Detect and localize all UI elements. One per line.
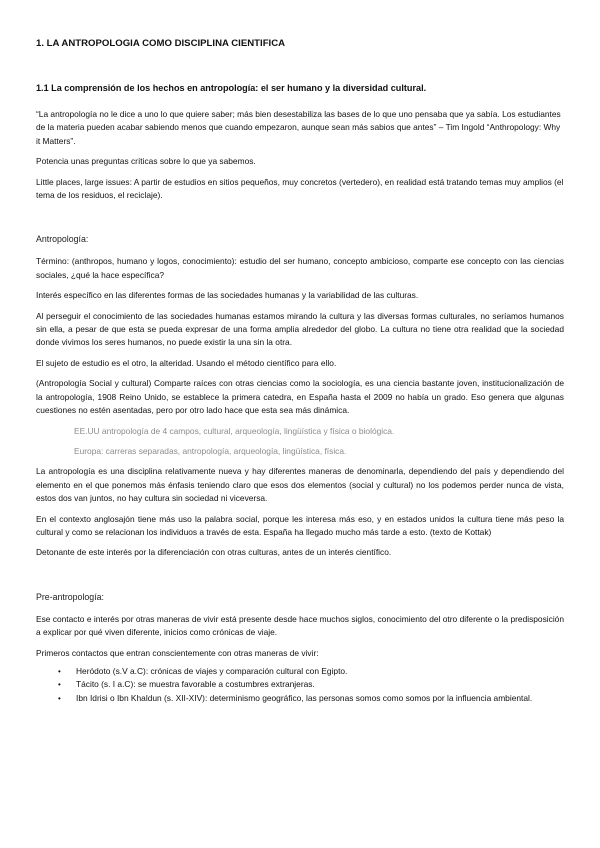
subheading-pre-antropologia: Pre-antropología: xyxy=(36,591,104,602)
list-item xyxy=(58,678,564,691)
list-item xyxy=(58,692,564,705)
paragraph-sujeto: El sujeto de estudio es el otro, la alteridad. Usando el método científico para ello. xyxy=(36,357,337,368)
bullet-icon: • xyxy=(58,680,61,690)
paragraph-social-cultural: (Antropología Social y cultural) Comparte raíces con otras ciencias como la sociología, es una ciencia bastante joven, institucionalización de la antropología, 1908 Reino Unido, se establece la primera catedra, en España hasta el 2009 no había un grado. Eso genera que algunas cuestiones no estén asentadas, pero por otro lado hace que esta sea más dinámica. xyxy=(36,378,564,416)
section-title: 1.1 La comprensión de los hechos en antropología: el ser humano y la diversidad cultural. xyxy=(36,83,427,93)
list-item-text: Ibn Idrisi o Ibn Khaldun (s. XII-XIV): determinismo geográfico, las personas somos como somos por la influencia ambiental. xyxy=(76,692,533,703)
paragraph-perseguir: Al perseguir el conocimiento de las sociedades humanas estamos mirando la cultura y las diversas formas culturales, no seríamos humanos sin ella, a pesar de que esta se pueda expresar de una forma amplia alrededor del globo. La cultura no tiene otra realidad que la sociedad donde vivimos los seres humanos, no puede existir la una sin la otra. xyxy=(36,310,564,348)
paragraph-little-places: Little places, large issues: A partir de estudios en sitios pequeños, muy concretos (vertedero), en realidad está tratando temas muy amplios (el tema de los residuos, el reciclaje). xyxy=(36,176,564,201)
bullet-icon: • xyxy=(58,693,61,703)
document-title: 1. LA ANTROPOLOGIA COMO DISCIPLINA CIENTIFICA xyxy=(36,38,286,49)
paragraph-detonante: Detonante de este interés por la diferenciación con otras culturas, antes de un interés científico. xyxy=(36,547,392,558)
list-item-text: Tácito (s. I a.C): se muestra favorable a costumbres extranjeras. xyxy=(76,679,315,690)
document-page xyxy=(36,38,564,705)
paragraph-contexto: En el contexto anglosajón tiene más uso la palabra social, porque les interesa más eso, y en estados unidos la cultura tiene más peso la cultural y como se relacionan los individuos a través de esta. España ha llegado mucho más tarde a esto. (texto de Kottak) xyxy=(36,513,564,537)
paragraph-primeros: Primeros contactos que entran conscientemente con otras maneras de vivir: xyxy=(36,647,319,658)
paragraph-termino: Término: (anthropos, humano y logos, conocimiento): estudio del ser humano, concepto ambicioso, comparte ese concepto con las ciencias sociales, ¿qué la hace específica? xyxy=(36,256,564,280)
bullet-icon: • xyxy=(58,666,61,676)
quote-paragraph: “La antropología no le dice a uno lo que quiere saber; más bien desestabiliza las bases de lo que uno pensaba que ya sabía. Los estudiantes de la materia pueden acabar sabiendo menos que cuando empezaron, aunque sean más sabios que antes” – Tim Ingold “Anthropology: Why it Matters”. xyxy=(36,109,561,146)
paragraph-potencia: Potencia unas preguntas críticas sobre lo que ya sabemos. xyxy=(36,156,256,167)
bullet-list xyxy=(36,665,564,705)
list-item xyxy=(58,665,564,678)
paragraph-europa: Europa: carreras separadas, antropología, arqueología, lingüística, física. xyxy=(74,445,347,456)
paragraph-disciplina: La antropología es una disciplina relativamente nueva y hay diferentes maneras de denominarla, dependiendo del país y dependiendo del elemento en el que ponemos más énfasis teniendo claro que esos dos elementos (social y cultural) no los podemos perder nunca de vista, estos dos van juntos, no hay cultura sin sociedad ni viceversa. xyxy=(36,466,564,504)
subheading-antropologia: Antropología: xyxy=(36,234,89,245)
list-item-text: Heródoto (s.V a.C): crónicas de viajes y comparación cultural con Egipto. xyxy=(76,665,348,676)
paragraph-eeuu: EE.UU antropología de 4 campos, cultural, arqueología, lingüística y física o biológica. xyxy=(74,425,395,436)
paragraph-interes: Interés específico en las diferentes formas de las sociedades humanas y la variabilidad de las culturas. xyxy=(36,290,419,301)
paragraph-contacto: Ese contacto e interés por otras maneras de vivir está presente desde hace muchos siglos, conocimiento del otro diferente o la predisposición a explicar por qué viven diferente, inicios como crónicas de viaje. xyxy=(36,613,564,638)
